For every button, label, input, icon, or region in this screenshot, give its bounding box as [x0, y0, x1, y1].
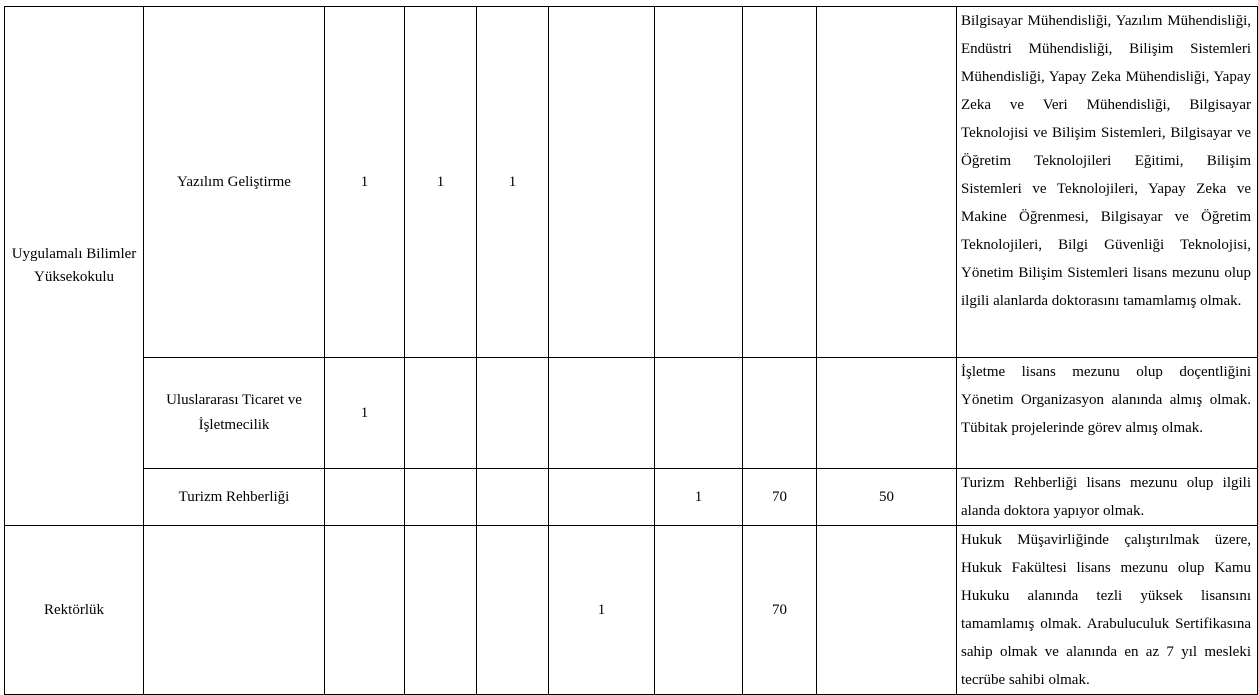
- count-cell-3: [477, 526, 549, 695]
- table-row: [5, 358, 1258, 469]
- score-cell-1: 70: [743, 526, 817, 695]
- count-cell-4: [549, 7, 655, 358]
- count-cell-2: 1: [405, 7, 477, 358]
- requirement-description: İşletme lisans mezunu olup doçentliğini Yönetim Organizasyon alanında almış olmak. Tübitak projelerinde görev almış olmak.: [957, 358, 1258, 469]
- count-cell-3: 1: [477, 7, 549, 358]
- count-cell-1: [325, 526, 405, 695]
- score-cell-1: [743, 7, 817, 358]
- count-cell-5: [655, 7, 743, 358]
- staff-requirements-table: [4, 6, 1258, 695]
- requirement-description: Turizm Rehberliği lisans mezunu olup ilgili alanda doktora yapıyor olmak.: [957, 469, 1258, 526]
- count-cell-4: [549, 469, 655, 526]
- unit-cell: Uygulamalı Bilimler Yüksekokulu: [5, 7, 144, 526]
- table-row: [5, 469, 1258, 526]
- count-cell-4: 1: [549, 526, 655, 695]
- count-cell-2: [405, 526, 477, 695]
- unit-cell: Rektörlük: [5, 526, 144, 695]
- count-cell-1: [325, 469, 405, 526]
- count-cell-1: 1: [325, 358, 405, 469]
- count-cell-5: 1: [655, 469, 743, 526]
- score-cell-1: 70: [743, 469, 817, 526]
- count-cell-5: [655, 358, 743, 469]
- table-row: [5, 526, 1258, 695]
- count-cell-4: [549, 358, 655, 469]
- program-cell: [144, 526, 325, 695]
- count-cell-3: [477, 358, 549, 469]
- score-cell-2: [817, 358, 957, 469]
- program-cell: Uluslararası Ticaret ve İşletmecilik: [144, 358, 325, 469]
- score-cell-2: [817, 526, 957, 695]
- requirement-description: Hukuk Müşavirliğinde çalıştırılmak üzere, Hukuk Fakültesi lisans mezunu olup Kamu Hukuku alanında tezli yüksek lisansını tamamlamış olmak. Arabuluculuk Sertifikasına sahip olmak ve alanında en az 7 yıl mesleki tecrübe sahibi olmak.: [957, 526, 1258, 695]
- score-cell-2: 50: [817, 469, 957, 526]
- program-cell: Yazılım Geliştirme: [144, 7, 325, 358]
- count-cell-1: 1: [325, 7, 405, 358]
- score-cell-1: [743, 358, 817, 469]
- count-cell-3: [477, 469, 549, 526]
- requirement-description: Bilgisayar Mühendisliği, Yazılım Mühendisliği, Endüstri Mühendisliği, Bilişim Sistemleri Mühendisliği, Yapay Zeka Mühendisliği, Yapay Zeka ve Veri Mühendisliği, Bilgisayar Teknolojisi ve Bilişim Sistemleri, Bilgisayar ve Öğretim Teknolojileri Eğitimi, Bilişim Sistemleri ve Teknolojileri, Yapay Zeka ve Makine Öğrenmesi, Bilgisayar ve Öğretim Teknolojileri, Bilgi Güvenliği Teknolojisi, Yönetim Bilişim Sistemleri lisans mezunu olup ilgili alanlarda doktorasını tamamlamış olmak.: [957, 7, 1258, 358]
- count-cell-2: [405, 358, 477, 469]
- count-cell-5: [655, 526, 743, 695]
- count-cell-2: [405, 469, 477, 526]
- program-cell: Turizm Rehberliği: [144, 469, 325, 526]
- table-row: [5, 7, 1258, 358]
- score-cell-2: [817, 7, 957, 358]
